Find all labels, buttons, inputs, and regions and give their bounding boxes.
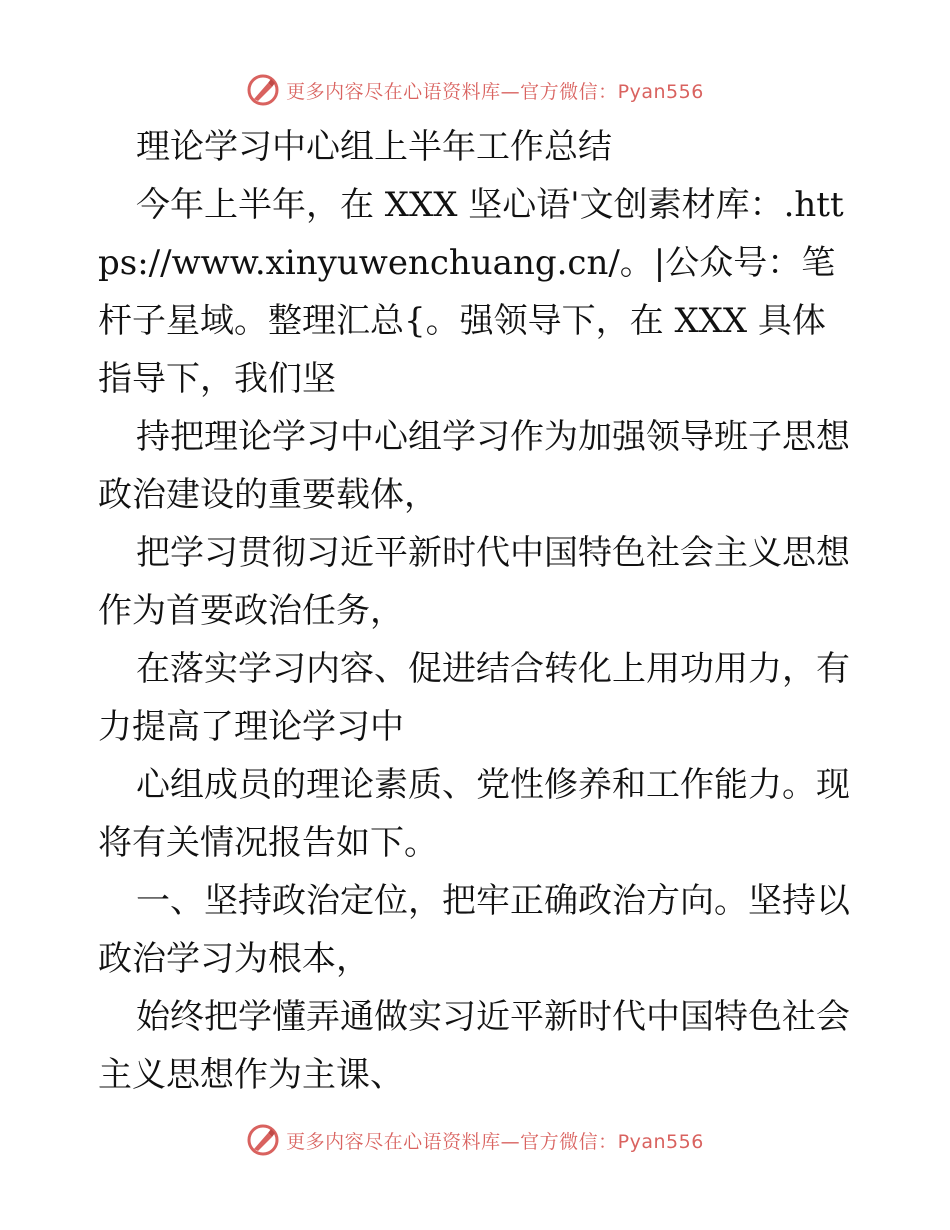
footer-banner: [0, 1120, 950, 1160]
paragraph: 在落实学习内容、促进结合转化上用功用力，有力提高了理论学习中: [98, 649, 850, 747]
header-banner-text: 更多内容尽在心语资料库—官方微信：Pyan556: [286, 80, 704, 103]
paragraph: 一、坚持政治定位，把牢正确政治方向。坚持以政治学习为根本，: [98, 881, 850, 979]
paragraph: 把学习贯彻习近平新时代中国特色社会主义思想作为首要政治任务，: [98, 533, 850, 631]
document-body: [98, 118, 858, 1104]
pen-logo-icon: [246, 73, 280, 107]
header-banner: [0, 70, 950, 110]
document-title: 理论学习中心组上半年工作总结: [136, 127, 612, 167]
paragraph: 持把理论学习中心组学习作为加强领导班子思想政治建设的重要载体，: [98, 417, 850, 515]
paragraph: 心组成员的理论素质、党性修养和工作能力。现将有关情况报告如下。: [98, 765, 850, 863]
paragraph: 始终把学懂弄通做实习近平新时代中国特色社会主义思想作为主课、: [98, 997, 850, 1095]
pen-logo-icon: [246, 1123, 280, 1157]
paragraph: 今年上半年，在 XXX 坚心语'文创素材库：.https://www.xinyuwenchuang.cn/。|公众号：笔杆子星域。整理汇总{。强领导下，在 XXX 具体指导下，我们坚: [98, 185, 844, 399]
footer-banner-text: 更多内容尽在心语资料库—官方微信：Pyan556: [286, 1130, 704, 1153]
